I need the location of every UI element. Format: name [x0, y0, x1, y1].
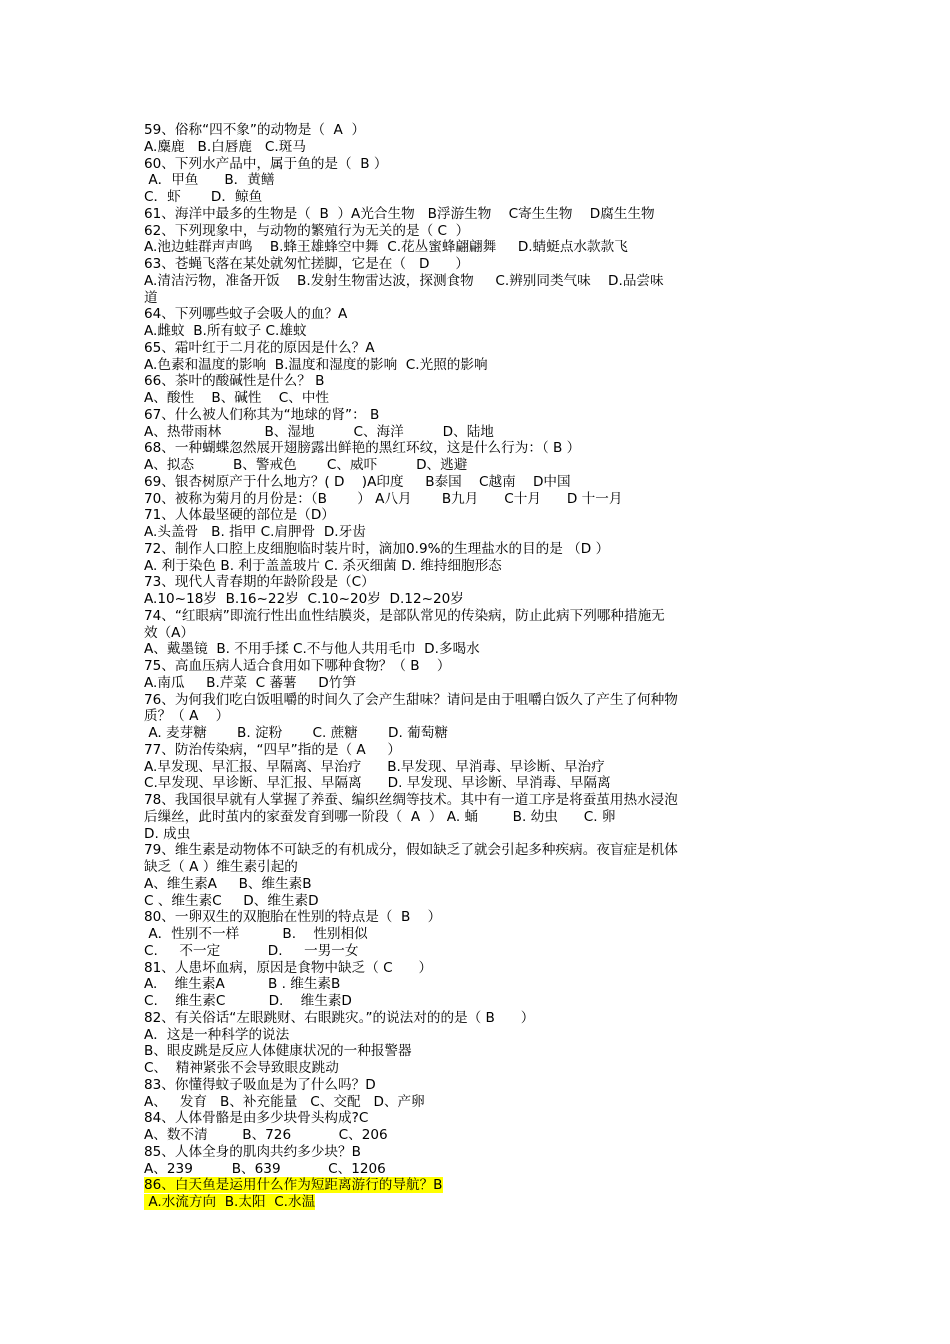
line-text: A.色素和温度的影响 B.温度和湿度的影响 C.光照的影响 — [144, 356, 488, 373]
text-line — [144, 340, 814, 357]
text-line — [144, 1144, 814, 1161]
line-text: A．性别不一样 B. 性别相似 — [144, 926, 368, 942]
line-text: 84、人体骨骼是由多少块骨头构成?C — [144, 1110, 369, 1127]
text-line — [144, 524, 814, 541]
line-text: A．甲鱼 B．黄鳝 — [144, 172, 275, 189]
line-text: 79、维生素是动物体不可缺乏的有机成分，假如缺乏了就会引起多种疾病。夜盲症是机体 — [144, 842, 678, 859]
text-line — [144, 507, 814, 524]
text-line — [144, 1077, 814, 1094]
text-line — [144, 357, 814, 374]
question-list — [144, 122, 814, 1211]
line-text: 71、人体最坚硬的部位是（D） — [144, 507, 335, 524]
line-text: A、酸性 B、碱性 C、中性 — [144, 390, 330, 406]
line-text: A.清洁污物，准备开饭 B.发射生物雷达波，探测食物 C.辨别同类气味 D.品尝味 — [144, 272, 664, 289]
text-line — [144, 725, 814, 742]
text-line — [144, 658, 814, 675]
text-line — [144, 960, 814, 977]
line-text: 66、茶叶的酸碱性是什么？ B — [144, 373, 325, 390]
text-line — [144, 893, 814, 910]
line-text: A.南瓜 B.芹菜 C 蕃薯 D竹笋 — [144, 674, 356, 691]
line-text: 65、霜叶红于二月花的原因是什么？A — [144, 339, 375, 356]
text-line — [144, 1043, 814, 1060]
line-text: 83、你懂得蚊子吸血是为了什么吗？D — [144, 1076, 376, 1093]
text-line — [144, 1027, 814, 1044]
line-text: 60、下列水产品中，属于鱼的是（ B ） — [144, 155, 388, 172]
line-text: A. 维生素A B . 维生素B — [144, 976, 341, 993]
line-text: 85、人体全身的肌肉共约多少块？B — [144, 1143, 361, 1160]
text-line — [144, 909, 814, 926]
line-text: A、热带雨林 B、湿地 C、海洋 D、陆地 — [144, 423, 494, 440]
line-text: 77、防治传染病，“四早”指的是（ A ） — [144, 741, 401, 758]
text-line — [144, 156, 814, 173]
line-text: C. 不一定 D. 一男一女 — [144, 942, 359, 959]
text-line — [144, 1127, 814, 1144]
text-line — [144, 323, 814, 340]
line-text: C、 精神紧张不会导致眼皮跳动 — [144, 1060, 339, 1076]
text-line — [144, 239, 814, 256]
line-text: 73、现代人青春期的年龄阶段是（C） — [144, 574, 375, 591]
text-line — [144, 390, 814, 407]
highlighted-text-line — [144, 1194, 814, 1211]
text-line — [144, 290, 814, 307]
text-line — [144, 139, 814, 156]
text-line — [144, 759, 814, 776]
text-line — [144, 424, 814, 441]
line-text: 86、白天鱼是运用什么作为短距离游行的导航？B — [144, 1177, 443, 1194]
text-line — [144, 541, 814, 558]
line-text: 63、苍蝇飞落在某处就匆忙搓脚，它是在（ D ） — [144, 256, 469, 272]
line-text: A.头盖骨 B. 指甲 C.肩胛骨 D.牙齿 — [144, 524, 366, 540]
text-line — [144, 189, 814, 206]
text-line — [144, 742, 814, 759]
text-line — [144, 1060, 814, 1077]
text-line — [144, 440, 814, 457]
text-line — [144, 608, 814, 625]
highlighted-text-line — [144, 1177, 814, 1194]
line-text: A. 利于染色 B. 利于盖盖玻片 C. 杀灭细菌 D. 维持细胞形态 — [144, 557, 502, 574]
text-line — [144, 792, 814, 809]
text-line — [144, 641, 814, 658]
text-line — [144, 675, 814, 692]
line-text: A.10~18岁 B.16~22岁 C.10~20岁 D.12~20岁 — [144, 591, 464, 607]
text-line — [144, 491, 814, 508]
line-text: 62、下列现象中，与动物的繁殖行为无关的是（ C ） — [144, 222, 470, 239]
line-text: 74、“红眼病”即流行性出血性结膜炎，是部队常见的传染病，防止此病下列哪种措施无 — [144, 607, 665, 624]
text-line — [144, 926, 814, 943]
line-text: 道 — [144, 289, 158, 306]
line-text: A．这是一种科学的说法 — [144, 1026, 290, 1043]
line-text: 81、人患坏血病，原因是食物中缺乏（ C ） — [144, 959, 433, 976]
line-text: 后缫丝，此时茧内的家蚕发育到哪一阶段（ A ） A. 蛹 B. 幼虫 C. 卵 — [144, 808, 616, 825]
text-line — [144, 692, 814, 709]
text-line — [144, 1161, 814, 1178]
line-text: A. 麦芽糖 B. 淀粉 C. 蔗糖 D. 葡萄糖 — [144, 725, 448, 741]
text-line — [144, 1094, 814, 1111]
text-line — [144, 842, 814, 859]
line-text: 效（A） — [144, 624, 195, 641]
line-text: A、数不清 B、726 C、206 — [144, 1127, 388, 1143]
line-text: 80、一卵双生的双胞胎在性别的特点是（ B ） — [144, 909, 442, 926]
text-line — [144, 474, 814, 491]
line-text: A.池边蛙群声声鸣 B.蜂王雄蜂空中舞 C.花丛蜜蜂翩翩舞 D.蜻蜓点水款款飞 — [144, 239, 628, 256]
line-text: 61、海洋中最多的生物是（ B ）A光合生物 B浮游生物 C寄生生物 D腐生生物 — [144, 205, 655, 222]
line-text: A、239 B、639 C、1206 — [144, 1160, 386, 1177]
line-text: 67、什么被人们称其为“地球的肾”： B — [144, 406, 380, 423]
text-line — [144, 625, 814, 642]
line-text: 70、被称为菊月的月份是：（B ） A八月 B九月 C十月 D 十一月 — [144, 490, 623, 507]
line-text: 78、我国很早就有人掌握了养蚕、编织丝绸等技术。其中有一道工序是将蚕茧用热水浸泡 — [144, 792, 678, 808]
line-text: 76、为何我们吃白饭咀嚼的时间久了会产生甜味？请问是由于咀嚼白饭久了产生了何种物 — [144, 691, 678, 708]
text-line — [144, 172, 814, 189]
line-text: 缺乏（ A ）维生素引起的 — [144, 859, 298, 875]
text-line — [144, 574, 814, 591]
text-line — [144, 1010, 814, 1027]
text-line — [144, 457, 814, 474]
line-text: 59、俗称“四不象”的动物是（ A ） — [144, 122, 366, 138]
line-text: C．虾 D．鲸鱼 — [144, 189, 263, 205]
line-text: A.水流方向 B.太阳 C.水温 — [144, 1194, 316, 1210]
text-line — [144, 976, 814, 993]
line-text: A、维生素A B、维生素B — [144, 875, 312, 892]
text-line — [144, 943, 814, 960]
line-text: A、拟态 B、警戒色 C、威吓 D、逃避 — [144, 457, 468, 473]
line-text: A.麋鹿 B.白唇鹿 C.斑马 — [144, 138, 306, 155]
text-line — [144, 206, 814, 223]
line-text: C.早发现、早诊断、早汇报、早隔离 D. 早发现、早诊断、早消毒、早隔离 — [144, 775, 611, 792]
line-text: 68、一种蝴蝶忽然展开翅膀露出鲜艳的黑红环纹，这是什么行为：（ B ） — [144, 440, 581, 457]
text-line — [144, 273, 814, 290]
line-text: A.雌蚊 B.所有蚊子 C.雄蚊 — [144, 323, 307, 339]
text-line — [144, 826, 814, 843]
line-text: A、 发育 B、补充能量 C、交配 D、产卵 — [144, 1093, 425, 1110]
line-text: D. 成虫 — [144, 825, 191, 842]
text-line — [144, 708, 814, 725]
text-line — [144, 256, 814, 273]
line-text: 72、制作人口腔上皮细胞临时装片时，滴加0.9%的生理盐水的目的是 （D ） — [144, 540, 610, 557]
text-line — [144, 775, 814, 792]
line-text: 82、有关俗话“左眼跳财、右眼跳灾。”的说法对的的是（ B ） — [144, 1009, 535, 1026]
text-line — [144, 306, 814, 323]
line-text: 64、下列哪些蚊子会吸人的血？A — [144, 306, 348, 323]
line-text: C. 维生素C D. 维生素D — [144, 993, 352, 1009]
text-line — [144, 876, 814, 893]
line-text: 75、高血压病人适合食用如下哪种食物？（ B ） — [144, 658, 451, 674]
line-text: C 、维生素C D、维生素D — [144, 892, 319, 909]
line-text: A、戴墨镜 B. 不用手揉 C.不与他人共用毛巾 D.多喝水 — [144, 641, 480, 658]
text-line — [144, 223, 814, 240]
text-line — [144, 859, 814, 876]
text-line — [144, 1110, 814, 1127]
line-text: B、眼皮跳是反应人体健康状况的一种报警器 — [144, 1043, 412, 1060]
text-line — [144, 591, 814, 608]
line-text: 质？（ A ） — [144, 708, 230, 725]
text-line — [144, 122, 814, 139]
text-line — [144, 809, 814, 826]
line-text: A.早发现、早汇报、早隔离、早治疗 B.早发现、早消毒、早诊断、早治疗 — [144, 758, 605, 775]
text-line — [144, 373, 814, 390]
text-line — [144, 407, 814, 424]
text-line — [144, 558, 814, 575]
line-text: 69、银杏树原产于什么地方？( D )A印度 B泰国 C越南 D中国 — [144, 473, 571, 490]
text-line — [144, 993, 814, 1010]
